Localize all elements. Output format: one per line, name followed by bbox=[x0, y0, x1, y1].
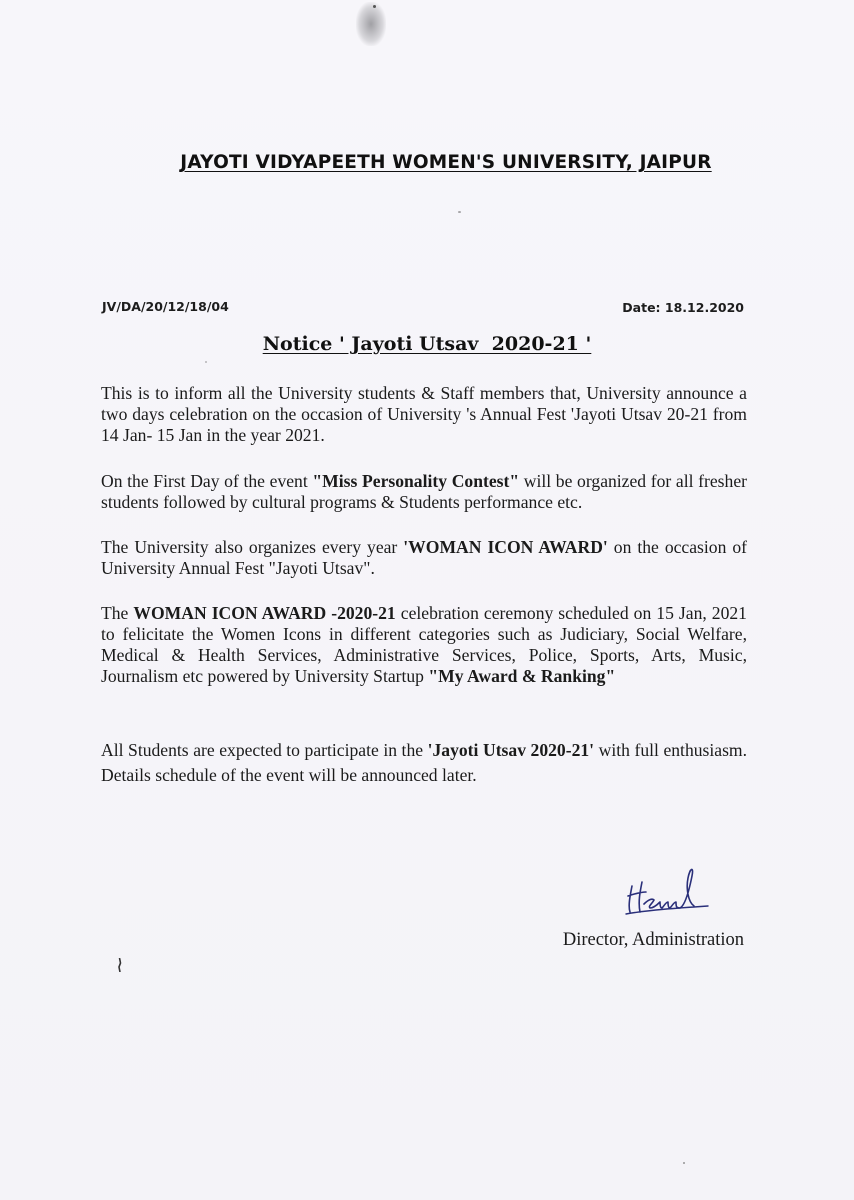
paragraph-first-day bbox=[101, 471, 747, 513]
signature-image bbox=[618, 856, 714, 916]
scan-speck bbox=[373, 5, 376, 8]
award-name: WOMAN ICON AWARD -2020-21 bbox=[133, 603, 396, 623]
scan-mark bbox=[117, 958, 122, 972]
scan-speck bbox=[683, 1162, 685, 1164]
startup-name: "My Award & Ranking" bbox=[428, 666, 616, 686]
award-name: 'WOMAN ICON AWARD' bbox=[403, 537, 608, 557]
paragraph-text: will be organized for all fresher students followed by cultural programs & Students performance etc. bbox=[101, 471, 747, 512]
paragraph-participation bbox=[101, 738, 747, 788]
contest-name: "Miss Personality Contest" bbox=[312, 471, 520, 491]
paragraph-text: celebration ceremony scheduled on 15 Jan, 2021 to felicitate the Women Icons in different categories such as Judiciary, Social Welfare, Medical & Health Services, Administrative Services, Police, Sports, Arts, Music, Journalism etc powered by University Startup bbox=[101, 603, 747, 686]
paragraph-award-intro bbox=[101, 537, 747, 579]
scan-smudge bbox=[356, 2, 386, 46]
scan-speck bbox=[458, 211, 461, 213]
notice-date: Date: 18.12.2020 bbox=[622, 300, 744, 315]
reference-number: JV/DA/20/12/18/04 bbox=[102, 299, 229, 314]
paragraph-text: The University also organizes every year bbox=[101, 537, 404, 557]
paragraph-announcement: This is to inform all the University students & Staff members that, University announce a two days celebration on the occasion of University 's Annual Fest 'Jayoti Utsav 20-21 from 14 Jan- 15 Jan in the year 2021. bbox=[101, 383, 747, 445]
paragraph-text: All Students are expected to participate in the bbox=[101, 740, 428, 760]
paragraph-text: The bbox=[101, 603, 134, 623]
university-name: JAYOTI VIDYAPEETH WOMEN'S UNIVERSITY, JAIPUR bbox=[180, 152, 712, 173]
event-name: 'Jayoti Utsav 2020-21' bbox=[427, 740, 595, 760]
paragraph-text: on the occasion of University Annual Fest "Jayoti Utsav". bbox=[101, 537, 748, 578]
scan-speck bbox=[205, 361, 207, 363]
paragraph-text: On the First Day of the event bbox=[101, 471, 313, 491]
paragraph-text: with full enthusiasm. Details schedule of the event will be announced later. bbox=[101, 740, 748, 785]
signatory-title: Director, Administration bbox=[562, 930, 744, 950]
paragraph-award-ceremony bbox=[101, 603, 747, 687]
notice-title: Notice ' Jayoti Utsav 2020-21 ' bbox=[262, 333, 592, 355]
